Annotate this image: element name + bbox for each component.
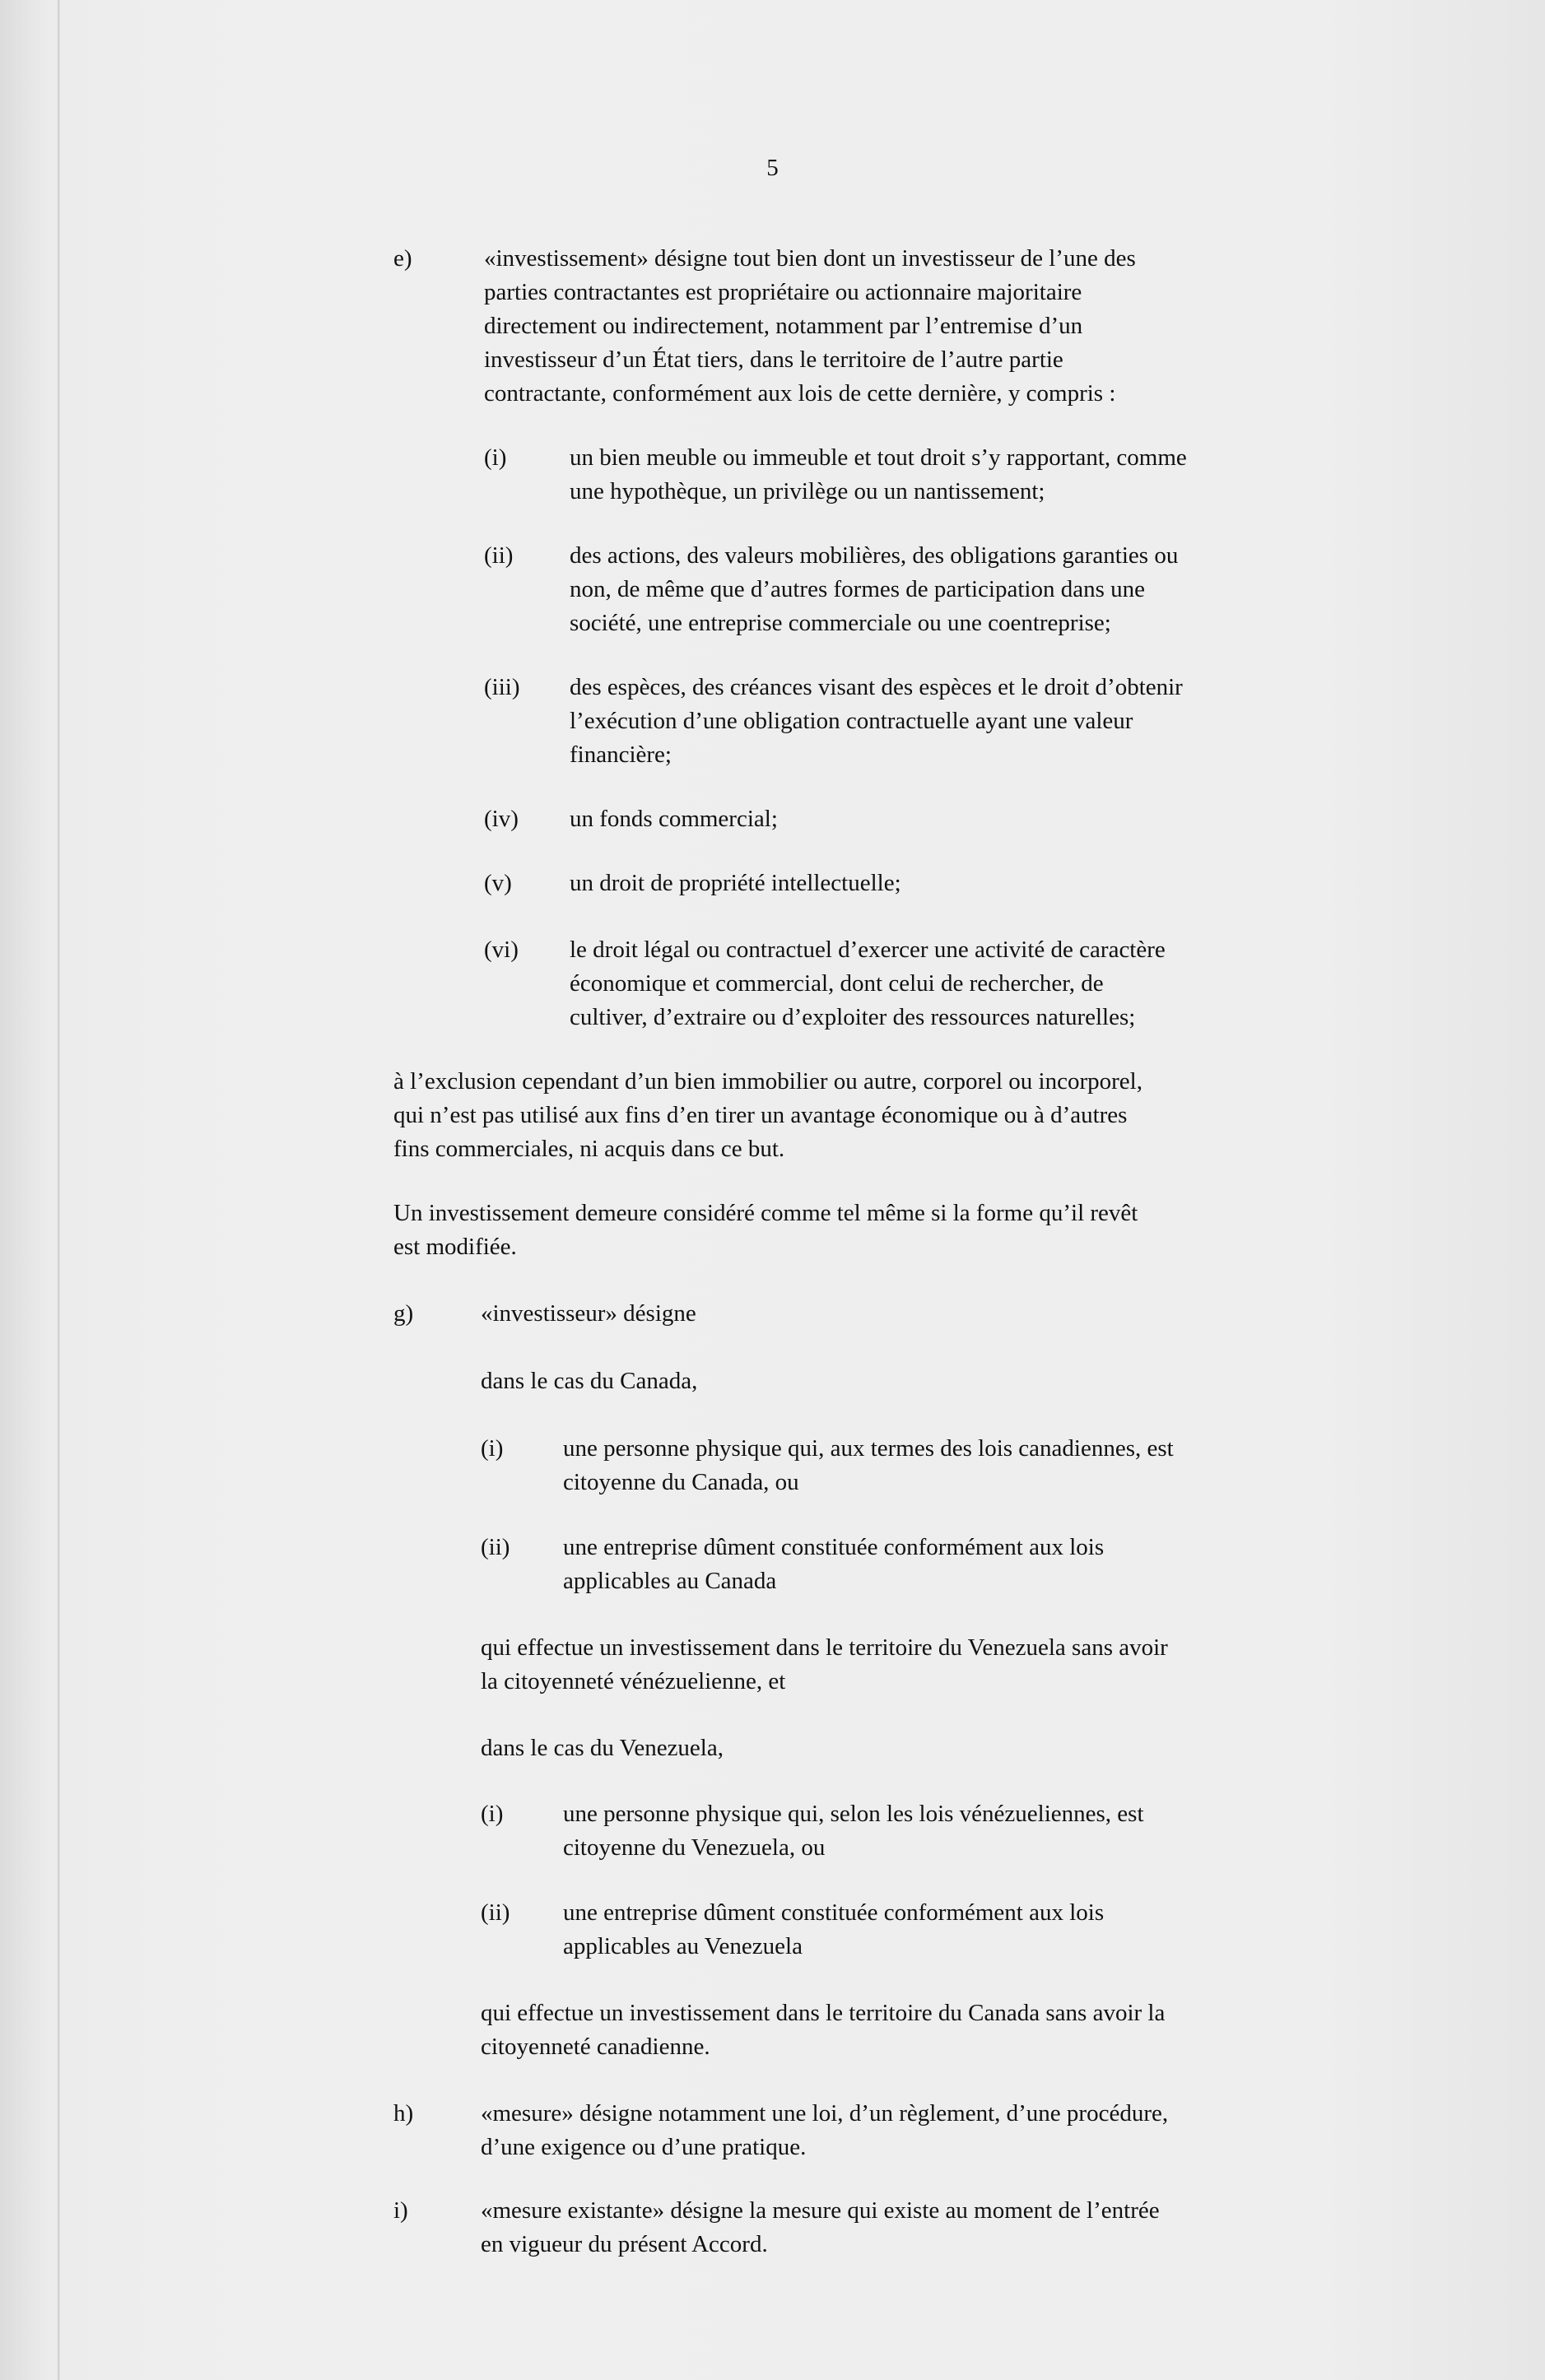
canada-i-label: (i) — [481, 1435, 504, 1462]
item-e-iv-text: un fonds commercial; — [570, 806, 778, 832]
canada-ii-text: applicables au Canada — [563, 1568, 777, 1594]
venezuela-i-text: citoyenne du Venezuela, ou — [563, 1834, 826, 1861]
item-e-i-label: (i) — [484, 444, 507, 471]
item-e-remains-line: est modifiée. — [393, 1234, 517, 1260]
item-e-ii-text: non, de même que d’autres formes de participation dans une — [570, 576, 1145, 602]
item-e-i-text: une hypothèque, un privilège ou un nantissement; — [570, 478, 1045, 504]
item-e-exclusion-line: qui n’est pas utilisé aux fins d’en tirer un avantage économique ou à d’autres — [393, 1102, 1128, 1128]
item-e-vi-text: cultiver, d’extraire ou d’exploiter des ressources naturelles; — [570, 1004, 1136, 1030]
item-e-label: e) — [393, 245, 412, 272]
canada-heading: dans le cas du Canada, — [481, 1368, 698, 1394]
canada-tail-line: la citoyenneté vénézuelienne, et — [481, 1668, 786, 1694]
page-number: 5 — [766, 155, 779, 181]
item-e-intro-line: investisseur d’un État tiers, dans le territoire de l’autre partie — [484, 346, 1063, 373]
item-e-vi-text: le droit légal ou contractuel d’exercer une activité de caractère — [570, 937, 1166, 963]
item-e-ii-text: des actions, des valeurs mobilières, des obligations garanties ou — [570, 542, 1179, 569]
venezuela-i-label: (i) — [481, 1801, 504, 1827]
item-e-intro-line: «investissement» désigne tout bien dont un investisseur de l’une des — [484, 245, 1136, 272]
item-e-iii-label: (iii) — [484, 674, 520, 700]
item-i-text: «mesure existante» désigne la mesure qui existe au moment de l’entrée — [481, 2197, 1160, 2224]
item-e-ii-text: société, une entreprise commerciale ou une coentreprise; — [570, 610, 1111, 636]
item-i-text: en vigueur du présent Accord. — [481, 2231, 768, 2257]
item-e-intro-line: directement ou indirectement, notamment par l’entremise d’un — [484, 313, 1083, 339]
venezuela-ii-text: une entreprise dûment constituée conformément aux lois — [563, 1899, 1105, 1926]
item-e-iv-label: (iv) — [484, 806, 519, 832]
item-e-intro-line: contractante, conformément aux lois de cette dernière, y compris : — [484, 380, 1116, 407]
item-e-i-text: un bien meuble ou immeuble et tout droit s’y rapportant, comme — [570, 444, 1187, 471]
item-e-remains-line: Un investissement demeure considéré comme tel même si la forme qu’il revêt — [393, 1200, 1138, 1226]
item-e-v-text: un droit de propriété intellectuelle; — [570, 870, 901, 896]
canada-ii-label: (ii) — [481, 1534, 510, 1560]
item-e-vi-text: économique et commercial, dont celui de rechercher, de — [570, 970, 1104, 997]
venezuela-ii-text: applicables au Venezuela — [563, 1933, 803, 1959]
page-fold-shadow — [58, 0, 60, 2380]
item-h-text: «mesure» désigne notamment une loi, d’un règlement, d’une procédure, — [481, 2100, 1169, 2127]
item-e-iii-text: l’exécution d’une obligation contractuelle ayant une valeur — [570, 708, 1133, 734]
venezuela-i-text: une personne physique qui, selon les lois vénézueliennes, est — [563, 1801, 1144, 1827]
venezuela-heading: dans le cas du Venezuela, — [481, 1735, 724, 1761]
item-h-text: d’une exigence ou d’une pratique. — [481, 2134, 807, 2160]
venezuela-tail-line: citoyenneté canadienne. — [481, 2034, 710, 2060]
item-h-label: h) — [393, 2100, 414, 2127]
item-e-intro-line: parties contractantes est propriétaire ou actionnaire majoritaire — [484, 279, 1082, 305]
venezuela-ii-label: (ii) — [481, 1899, 510, 1926]
item-e-v-label: (v) — [484, 870, 512, 896]
item-e-iii-text: financière; — [570, 741, 672, 768]
item-e-iii-text: des espèces, des créances visant des espèces et le droit d’obtenir — [570, 674, 1183, 700]
item-i-label: i) — [393, 2197, 408, 2224]
item-e-exclusion-line: fins commerciales, ni acquis dans ce but. — [393, 1136, 785, 1162]
item-g-intro: «investisseur» désigne — [481, 1300, 696, 1327]
item-e-ii-label: (ii) — [484, 542, 514, 569]
canada-ii-text: une entreprise dûment constituée conformément aux lois — [563, 1534, 1105, 1560]
canada-tail-line: qui effectue un investissement dans le territoire du Venezuela sans avoir — [481, 1634, 1168, 1661]
item-e-exclusion-line: à l’exclusion cependant d’un bien immobilier ou autre, corporel ou incorporel, — [393, 1068, 1142, 1095]
item-e-vi-label: (vi) — [484, 937, 519, 963]
item-g-label: g) — [393, 1300, 414, 1327]
canada-i-text: une personne physique qui, aux termes des lois canadiennes, est — [563, 1435, 1174, 1462]
venezuela-tail-line: qui effectue un investissement dans le territoire du Canada sans avoir la — [481, 2000, 1166, 2026]
canada-i-text: citoyenne du Canada, ou — [563, 1469, 799, 1495]
